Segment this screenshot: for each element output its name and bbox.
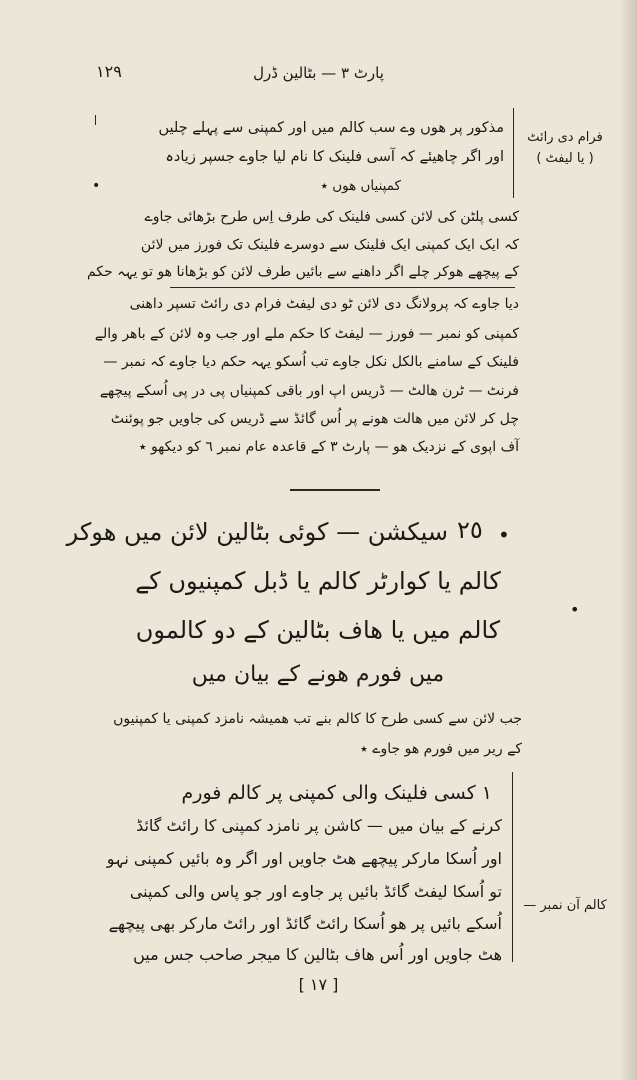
section-heading-line-3: کالم میں یا ھاف بٹالین کے دو کالموں bbox=[135, 616, 501, 644]
margin-note-bottom: کالم آن نمبر — bbox=[523, 898, 607, 913]
para-1-line-6: فلینک کے سامنے بالکل نکل جاوے تب اُسکو یہہ حکم دیا جاوے کہ نمبر — bbox=[103, 354, 519, 370]
bottom-box-line-6: ھٹ جاویں اور اُس ھاف بٹالین کا میجر صاحب جس میں bbox=[133, 945, 502, 964]
section-bullet: • bbox=[498, 523, 510, 547]
section-heading-line-2: کالم یا کوارٹر کالم یا ڈبل کمپنیوں کے bbox=[135, 567, 501, 595]
bottom-box-line-3: اور اُسکا مارکر پیچھے ھٹ جاویں اور اگر وہ بائیں کمپنی نہو bbox=[106, 849, 502, 868]
para-1-line-3: کے پیچھے ھوکر چلے اگر داھنے سے بائیں طرف لائن کو بڑھانا ھو تو یہہ حکم bbox=[86, 264, 519, 280]
top-box-line-2: اور اگر چاھیئے کہ آسی فلینک کا نام لیا جاوے جسپر زیادہ bbox=[165, 149, 504, 165]
bottom-box-line-1: ١ کسی فلینک والی کمپنی پر کالم فورم bbox=[181, 782, 492, 804]
para-1-line-7: فرنٹ — ٹرن ھالٹ — ڈریس اپ اور باقی کمپنیاں پی در پی اُسکے پیچھے bbox=[99, 383, 519, 399]
page-number: ١٢٩ bbox=[96, 62, 122, 81]
bottom-box-bracket bbox=[512, 772, 513, 962]
para-1-line-5: کمپنی کو نمبر — فورز — لیفٹ کا حکم ملے اور جب وہ لائن کے باھر والے bbox=[94, 326, 519, 342]
section-intro-line-2: کے ریر میں فورم ھو جاوے ٭ bbox=[360, 741, 522, 757]
top-box-line-1: مذکور پر ھوں وے سب کالم میں اور کمپنی سے پہلے چلیں bbox=[158, 120, 504, 136]
para-1-line-8: چل کر لائن میں ھالت ھونے پر اُس گائڈ سے ڈریس کی جاویں جو پوئنٹ bbox=[110, 411, 519, 427]
bottom-box-line-5: اُسکے بائیں پر ھو اُسکا رائٹ گائڈ اور رائٹ مارکر بھی پیچھے bbox=[108, 914, 502, 933]
top-box-bracket bbox=[513, 108, 514, 198]
sheet-number: [ ١٧ ] bbox=[298, 975, 339, 994]
section-heading-line-4: میں فورم ھونے کے بیان میں bbox=[191, 662, 445, 687]
para-1-line-2: کہ ایک ایک کمپنی ایک فلینک سے دوسرے فلینک تک فورز میں لائن bbox=[140, 237, 519, 253]
page-edge-shadow bbox=[619, 0, 637, 1080]
section-bullet-2: • bbox=[570, 600, 580, 619]
top-box-mark bbox=[95, 115, 96, 125]
margin-note-right-line-2: ( یا لیفٹ ) bbox=[536, 150, 594, 166]
section-number: ٢٥ bbox=[457, 516, 483, 544]
margin-note-right bbox=[520, 128, 610, 170]
bottom-box-line-2: کرنے کے بیان میں — کاشن پر نامزد کمپنی کا رائٹ گائڈ bbox=[136, 816, 502, 835]
separator-thin bbox=[170, 287, 515, 288]
top-box-line-3: کمپنیاں ھوں ٭ bbox=[320, 178, 401, 194]
margin-note-right-line-1: فرام دی رائٹ bbox=[527, 130, 603, 145]
bottom-box-line-4: تو اُسکا لیفٹ گائڈ بائیں پر جاوے اور جو پاس والی کمپنی bbox=[129, 882, 502, 901]
section-heading-line-1: سیکشن — کوئی بٹالین لائن میں ھوکر bbox=[66, 518, 448, 546]
para-1-line-1: کسی پلٹن کی لائن کسی فلینک کی طرف اِس طرح بڑھائی جاوے bbox=[144, 209, 519, 225]
bullet-mark: • bbox=[92, 178, 101, 194]
running-title: پارٹ ٣ — بٹالین ڈرل bbox=[253, 64, 384, 82]
para-1-line-9: آف اپوی کے نزدیک ھو — پارٹ ٣ کے قاعدہ عام نمبر ٦ کو دیکھو ٭ bbox=[138, 439, 519, 455]
para-1-line-4: دیا جاوے کہ پرولانگ دی لائن ٹو دی لیفٹ فرام دی رائٹ تسپر داھنی bbox=[129, 296, 519, 312]
section-divider bbox=[290, 489, 380, 491]
section-intro-line-1: جب لائن سے کسی طرح کا کالم بنے تب ھمیشہ نامزد کمپنی یا کمپنیوں bbox=[113, 711, 522, 727]
